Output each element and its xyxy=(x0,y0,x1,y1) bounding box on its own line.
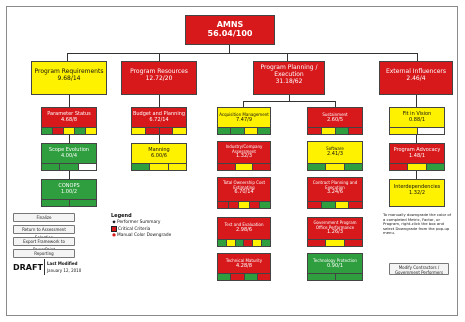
legend-item-critical xyxy=(111,226,191,232)
connector xyxy=(159,135,160,143)
node-title: Program Advocacy xyxy=(393,147,441,153)
metric-cell[interactable] xyxy=(236,240,245,246)
metric-cell[interactable] xyxy=(132,128,146,134)
program-planning-node[interactable] xyxy=(253,61,325,95)
metric-cells xyxy=(218,127,270,134)
connector xyxy=(67,53,417,54)
program-resources-node[interactable] xyxy=(121,61,197,95)
metric-cells xyxy=(218,201,270,208)
metric-cell[interactable] xyxy=(326,240,344,246)
node-title: Acquisition Management xyxy=(219,112,269,117)
metric-cells xyxy=(132,163,186,170)
metric-cell[interactable] xyxy=(349,128,362,134)
node-title: Test and Evaluation xyxy=(224,222,264,227)
metric-cell[interactable] xyxy=(258,274,270,280)
interdependencies-node[interactable] xyxy=(389,179,445,207)
metric-cell[interactable] xyxy=(390,164,408,170)
metric-cells xyxy=(308,273,362,280)
metric-cell[interactable] xyxy=(64,128,75,134)
metric-cell[interactable] xyxy=(262,240,270,246)
metric-cell[interactable] xyxy=(345,164,362,170)
legend xyxy=(111,213,191,238)
technical-maturity-node[interactable] xyxy=(217,253,271,281)
metric-cell[interactable] xyxy=(322,202,336,208)
metric-cells xyxy=(308,127,362,134)
modify-contractors-button[interactable]: Modify Contractors / Government Performers xyxy=(389,263,449,275)
column-title: Program Requirements xyxy=(34,68,104,75)
gov-program-office-node[interactable] xyxy=(307,217,363,247)
node-score: 6.00/6 xyxy=(151,152,167,159)
performer-summary-icon: ◆ xyxy=(112,220,116,225)
metric-cell[interactable] xyxy=(231,274,244,280)
column-score: 2.46/4 xyxy=(406,74,426,82)
node-title: Scope Evolution xyxy=(48,147,90,153)
metric-cell[interactable] xyxy=(229,202,240,208)
manual-downgrade-icon: ● xyxy=(112,233,116,238)
legend-label: Critical Criteria xyxy=(118,226,151,232)
metric-cell[interactable] xyxy=(218,128,231,134)
metric-cell[interactable] xyxy=(336,128,350,134)
metric-cells xyxy=(218,239,270,246)
manning-node[interactable] xyxy=(131,143,187,171)
metric-cell[interactable] xyxy=(245,274,258,280)
fit-in-vision-node[interactable] xyxy=(389,107,445,135)
node-title: Contract Planning and Execution xyxy=(312,180,358,190)
connector xyxy=(69,135,70,143)
last-modified-label: Last Modified xyxy=(47,261,78,266)
draft-label: DRAFT xyxy=(13,263,43,272)
metric-cell[interactable] xyxy=(218,202,229,208)
metric-cell[interactable] xyxy=(231,128,244,134)
node-title: Industry/Company Assessment xyxy=(225,144,263,154)
metric-cell[interactable] xyxy=(218,274,231,280)
acquisition-management-node[interactable] xyxy=(217,107,271,135)
metric-cell[interactable] xyxy=(79,164,96,170)
connector xyxy=(417,53,418,61)
node-score: 6.70/14 xyxy=(234,189,254,196)
scope-evolution-node[interactable] xyxy=(41,143,97,171)
total-ownership-cost-node[interactable] xyxy=(217,177,271,209)
metric-cell[interactable] xyxy=(253,164,270,170)
metric-cell[interactable] xyxy=(75,128,86,134)
metric-cell[interactable] xyxy=(146,128,160,134)
node-score: 4.68/8 xyxy=(61,116,77,123)
connector xyxy=(159,95,160,107)
node-score: 7.47/9 xyxy=(236,116,252,123)
metric-cell[interactable] xyxy=(308,164,326,170)
metric-cell[interactable] xyxy=(160,128,174,134)
metric-cell[interactable] xyxy=(258,128,270,134)
legend-label: Manual Color Downgrade xyxy=(117,233,172,238)
metric-cell[interactable] xyxy=(218,240,227,246)
metric-cell[interactable] xyxy=(173,128,186,134)
node-title: Technical Maturity xyxy=(225,258,263,263)
node-title: Government Program Office Performance xyxy=(313,220,357,230)
root-title: AMNS xyxy=(216,20,244,29)
node-title: Interdependencies xyxy=(393,184,441,190)
contract-planning-node[interactable] xyxy=(307,177,363,209)
legend-item-downgrade xyxy=(111,233,191,238)
metric-cell[interactable] xyxy=(42,200,70,206)
root-node[interactable] xyxy=(185,15,275,45)
metric-cells xyxy=(390,127,444,134)
metric-cell[interactable] xyxy=(308,274,336,280)
export-powerpoint-button[interactable]: Export Framework to xyxy=(13,237,75,246)
node-score: 2.41/3 xyxy=(327,150,343,157)
connector xyxy=(416,171,417,179)
metric-cell[interactable] xyxy=(42,128,53,134)
node-score: 1.26/3 xyxy=(327,229,343,236)
metric-cell[interactable] xyxy=(322,128,336,134)
test-evaluation-node[interactable] xyxy=(217,217,271,247)
connector xyxy=(69,171,70,179)
node-score: 1.32/2 xyxy=(409,189,425,196)
metric-cell[interactable] xyxy=(53,128,64,134)
metric-cells xyxy=(42,199,96,206)
legend-title: Legend xyxy=(111,213,132,219)
sustainment-node[interactable] xyxy=(307,107,363,135)
metric-cell[interactable] xyxy=(336,202,350,208)
metric-cell[interactable] xyxy=(227,240,236,246)
metric-cell[interactable] xyxy=(218,164,236,170)
framework-canvas xyxy=(6,6,458,316)
metric-cell[interactable] xyxy=(260,202,270,208)
connector xyxy=(243,101,335,102)
node-score: 1.48/1 xyxy=(409,152,425,159)
connector xyxy=(287,53,288,61)
root-score: 56.04/100 xyxy=(207,29,253,39)
return-assessment-button[interactable]: Return to Assessment xyxy=(13,225,75,234)
metric-cells xyxy=(218,163,270,170)
metric-cell[interactable] xyxy=(308,240,326,246)
node-title: Manning xyxy=(148,147,170,153)
metric-cell[interactable] xyxy=(132,164,150,170)
node-title: Total Ownership Cost Estimating xyxy=(222,180,266,190)
industry-assessment-node[interactable] xyxy=(217,141,271,171)
finalize-button[interactable]: Finalize xyxy=(13,213,75,222)
metric-cell[interactable] xyxy=(236,164,254,170)
metric-cell[interactable] xyxy=(418,128,445,134)
node-title: CONOPS xyxy=(58,183,80,189)
program-advocacy-node[interactable] xyxy=(389,143,445,171)
external-influencers-node[interactable] xyxy=(379,61,453,95)
metric-cells xyxy=(308,163,362,170)
legend-item-performer xyxy=(111,220,191,225)
node-title: Software xyxy=(326,146,344,151)
node-score: 0.88/1 xyxy=(409,116,425,123)
metric-cells xyxy=(132,127,186,134)
metric-cell[interactable] xyxy=(250,202,261,208)
software-node[interactable] xyxy=(307,141,363,171)
budget-planning-node[interactable] xyxy=(131,107,187,135)
node-title: Parameter Status xyxy=(47,111,91,117)
node-score: 6.72/14 xyxy=(149,116,169,123)
column-score: 31.18/62 xyxy=(275,77,303,85)
connector xyxy=(416,135,417,143)
metric-cell[interactable] xyxy=(244,240,253,246)
metric-cell[interactable] xyxy=(345,240,362,246)
metric-cell[interactable] xyxy=(42,164,60,170)
metric-cells xyxy=(308,239,362,246)
node-title: Sustainment xyxy=(322,112,348,117)
metric-cell[interactable] xyxy=(70,200,97,206)
node-score: 4.28/8 xyxy=(236,262,252,269)
node-title: Fit in Vision xyxy=(402,111,432,117)
metric-cell[interactable] xyxy=(308,128,322,134)
metric-cells xyxy=(308,201,362,208)
metric-cell[interactable] xyxy=(408,164,426,170)
connector xyxy=(416,95,417,107)
divider xyxy=(44,259,45,275)
column-title: Program Planning / Execution xyxy=(260,64,318,78)
connector xyxy=(159,53,160,61)
legend-label: Performer Summary xyxy=(117,220,161,225)
downgrade-instructions: To manually downgrade the color of a completed Metric, Factor, or Program, right-click the box and select Downgrade from the pop-up menu. xyxy=(383,212,452,236)
reporting-button[interactable]: Reporting xyxy=(13,249,75,258)
metric-cell[interactable] xyxy=(308,202,322,208)
metric-cell[interactable] xyxy=(245,128,258,134)
node-score: 1.32/3 xyxy=(236,153,252,160)
node-score: 1.00/2 xyxy=(61,188,77,195)
metric-cell[interactable] xyxy=(326,164,344,170)
metric-cell[interactable] xyxy=(349,202,362,208)
node-title: Technology Protection xyxy=(313,258,357,263)
node-score: 3.24/6 xyxy=(327,189,343,196)
node-title: Budget and Planning xyxy=(132,111,186,117)
column-title: External Influencers xyxy=(385,68,447,75)
last-modified-date: January 12, 2010 xyxy=(47,268,82,273)
critical-criteria-icon xyxy=(111,226,117,232)
metric-cell[interactable] xyxy=(86,128,96,134)
column-score: 12.72/20 xyxy=(145,74,173,82)
program-requirements-node[interactable] xyxy=(31,61,107,95)
connector xyxy=(229,45,230,53)
connector xyxy=(69,95,70,107)
metric-cells xyxy=(42,163,96,170)
metric-cell[interactable] xyxy=(427,164,444,170)
parameter-status-node[interactable] xyxy=(41,107,97,135)
metric-cell[interactable] xyxy=(60,164,78,170)
metric-cell[interactable] xyxy=(150,164,168,170)
metric-cell[interactable] xyxy=(253,240,262,246)
node-score: 4.00/4 xyxy=(61,152,77,159)
connector xyxy=(67,53,68,61)
node-score: 2.60/5 xyxy=(327,116,343,123)
metric-cells xyxy=(390,163,444,170)
metric-cells xyxy=(218,273,270,280)
column-title: Program Resources xyxy=(130,68,188,75)
conops-node[interactable] xyxy=(41,179,97,207)
metric-cell[interactable] xyxy=(239,202,250,208)
column-score: 9.68/14 xyxy=(57,74,81,82)
metric-cells xyxy=(42,127,96,134)
node-score: 0.90/1 xyxy=(327,262,343,269)
technology-protection-node[interactable] xyxy=(307,253,363,281)
metric-cell[interactable] xyxy=(336,274,363,280)
node-score: 2.98/6 xyxy=(236,226,252,233)
metric-cell[interactable] xyxy=(390,128,418,134)
metric-cell[interactable] xyxy=(169,164,186,170)
